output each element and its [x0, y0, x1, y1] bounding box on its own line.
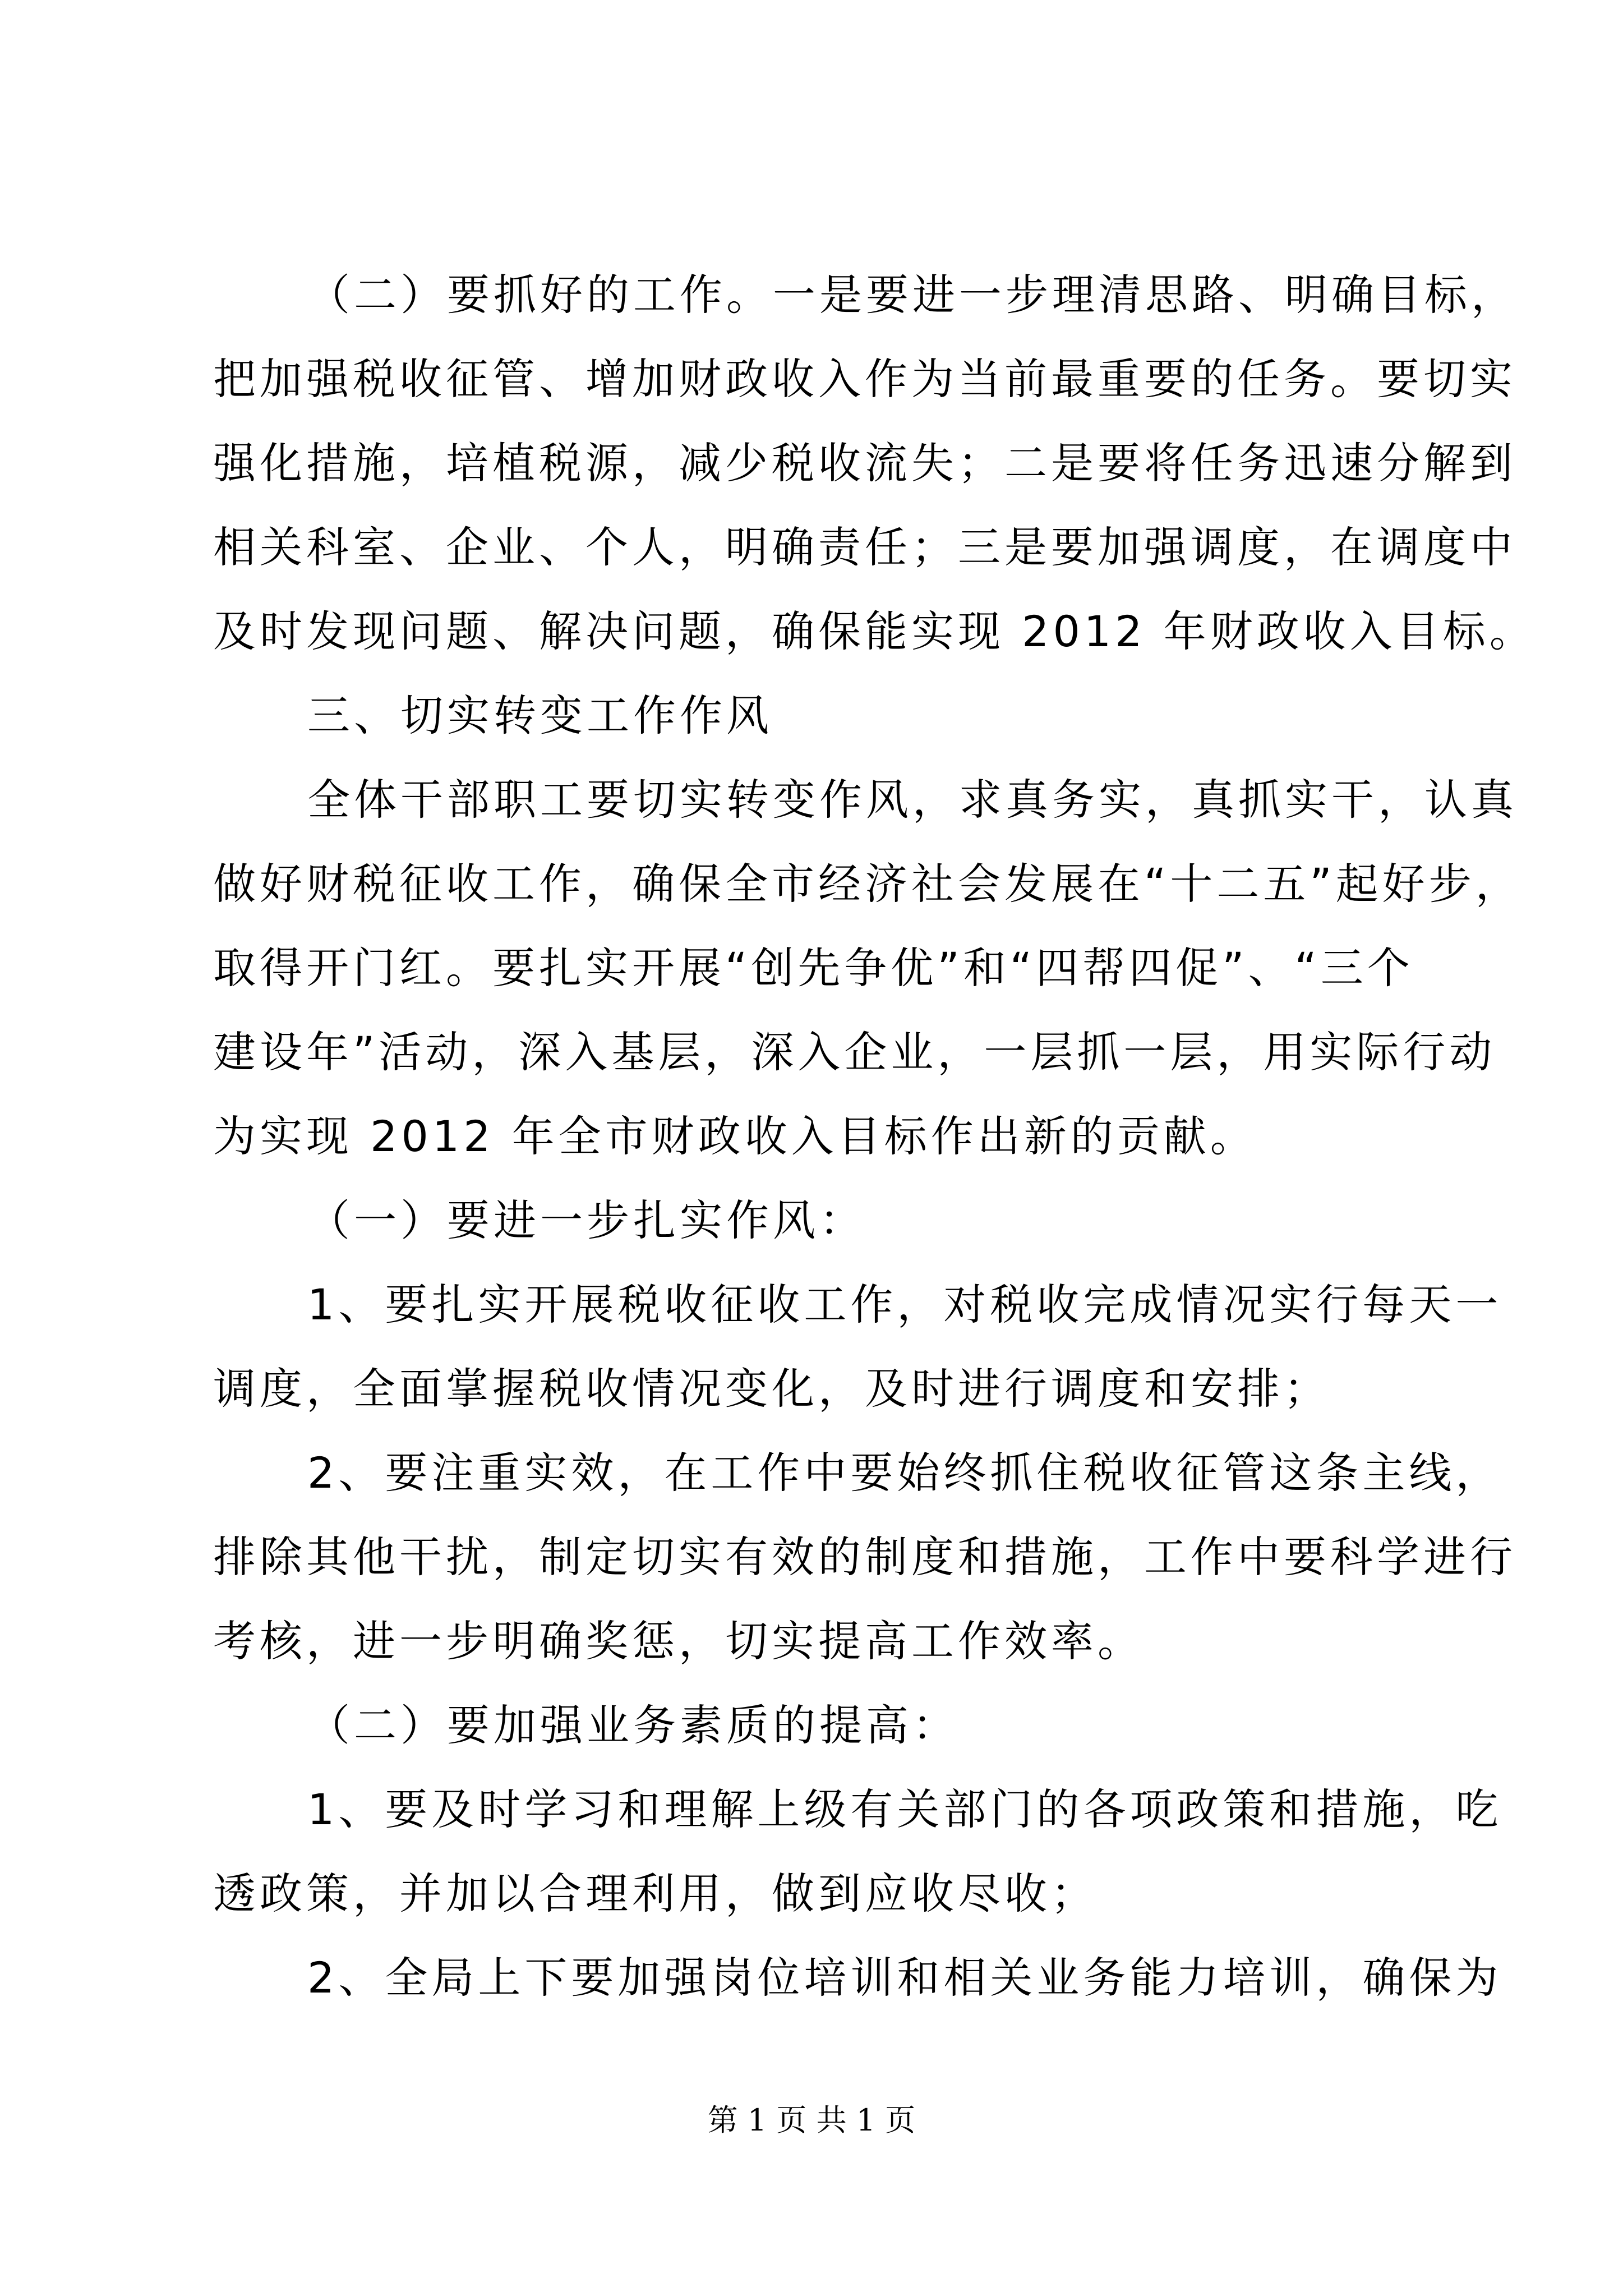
text-line: 取得开门红。要扎实开展“创先争优”和“四帮四促”、“三个 [213, 943, 1414, 993]
text-line: 调度，全面掌握税收情况变化，及时进行调度和安排； [213, 1364, 1330, 1414]
text-line: 排除其他干扰，制定切实有效的制度和措施，工作中要科学进行 [213, 1532, 1516, 1582]
text-line: 建设年”活动，深入基层，深入企业，一层抓一层，用实际行动 [213, 1027, 1496, 1077]
text-line: （二）要抓好的工作。一是要进一步理清思路、明确目标， [307, 270, 1518, 320]
text-line: 为实现 2012 年全市财政收入目标作出新的贡献。 [213, 1111, 1257, 1161]
text-line: 透政策，并加以合理利用，做到应收尽收； [213, 1869, 1098, 1918]
text-line: 相关科室、企业、个人，明确责任；三是要加强调度，在调度中 [213, 522, 1516, 572]
subsection-heading: （一）要进一步扎实作风： [307, 1195, 866, 1245]
text-line: 把加强税收征管、增加财政收入作为当前最重要的任务。要切实 [213, 354, 1516, 404]
text-line: 1、要及时学习和理解上级有关部门的各项政策和措施，吃 [307, 1784, 1502, 1834]
text-line: 2、要注重实效，在工作中要始终抓住税收征管这条主线， [307, 1448, 1502, 1498]
text-line: 做好财税征收工作，确保全市经济社会发展在“十二五”起好步， [213, 859, 1522, 909]
page-footer: 第 1 页 共 1 页 [707, 2102, 916, 2138]
text-line: 2、全局上下要加强岗位培训和相关业务能力培训，确保为 [307, 1953, 1502, 2003]
text-line: 1、要扎实开展税收征收工作，对税收完成情况实行每天一 [307, 1280, 1502, 1329]
section-heading: 三、切实转变工作作风 [307, 691, 773, 740]
text-line: 全体干部职工要切实转变作风，求真务实，真抓实干，认真 [307, 775, 1518, 825]
text-line: 及时发现问题、解决问题，确保能实现 2012 年财政收入目标。 [213, 606, 1536, 656]
text-line: 考核，进一步明确奖惩，切实提高工作效率。 [213, 1616, 1144, 1666]
subsection-heading: （二）要加强业务素质的提高： [307, 1700, 959, 1750]
text-line: 强化措施，培植税源，减少税收流失；二是要将任务迅速分解到 [213, 438, 1516, 488]
